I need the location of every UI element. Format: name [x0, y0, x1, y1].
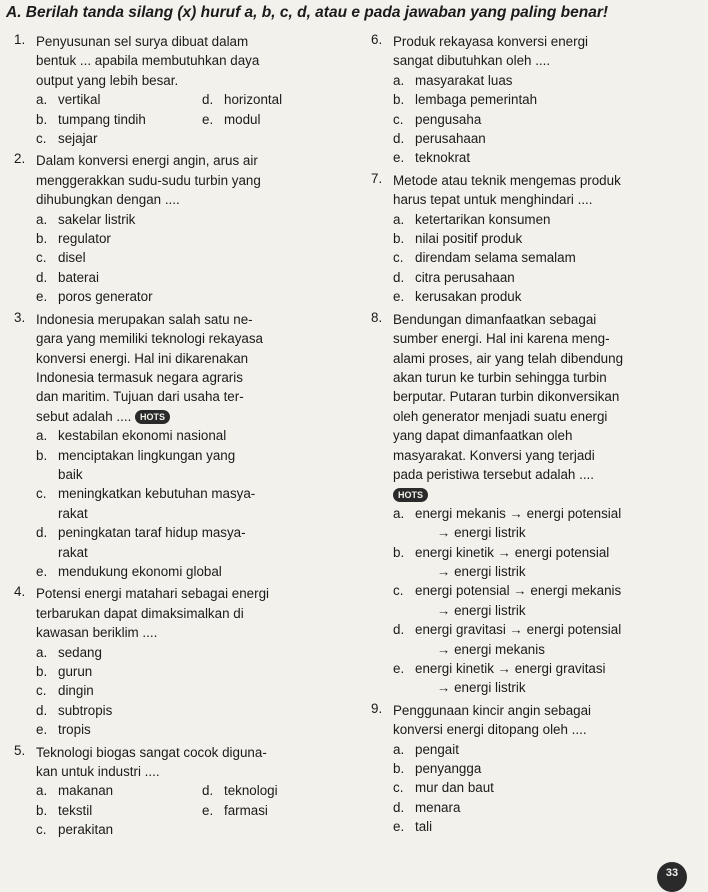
question-7 — [371, 171, 701, 307]
option-text: disel — [58, 250, 86, 266]
question-text-line: sebut adalah .... — [36, 408, 132, 424]
question-number: 9. — [371, 700, 383, 716]
answer-option-c[interactable] — [393, 248, 701, 267]
option-text: pengait — [415, 741, 459, 757]
question-2 — [14, 151, 346, 306]
option-letter: e. — [36, 722, 48, 738]
answer-option-c[interactable] — [36, 484, 346, 523]
option-letter: e. — [393, 289, 405, 305]
question-9 — [371, 701, 701, 837]
hots-badge: HOTS — [135, 410, 170, 424]
option-letter: d. — [393, 622, 405, 638]
answer-option-a[interactable] — [393, 740, 701, 759]
answer-option-a[interactable] — [36, 210, 346, 229]
question-4 — [14, 584, 346, 739]
answer-option-a[interactable] — [393, 504, 701, 543]
option-text: makanan — [58, 783, 114, 799]
option-text: tali — [415, 819, 433, 835]
answer-option-e[interactable] — [202, 801, 268, 820]
option-text: baik — [58, 466, 83, 482]
option-text: nilai positif produk — [415, 231, 523, 247]
option-letter: c. — [36, 131, 47, 147]
answer-option-a[interactable] — [393, 71, 701, 90]
option-letter: d. — [393, 131, 405, 147]
answer-option-b[interactable] — [36, 662, 346, 681]
option-letter: c. — [393, 250, 404, 266]
option-letter: e. — [393, 150, 405, 166]
option-text: kerusakan produk — [415, 289, 522, 305]
option-text: meningkatkan kebutuhan masya- — [58, 486, 256, 502]
option-letter: d. — [202, 783, 214, 799]
option-letter: e. — [36, 289, 48, 305]
answer-option-d[interactable] — [36, 701, 346, 720]
option-letter: a. — [36, 783, 48, 799]
question-text-line: output yang lebih besar. — [36, 72, 179, 88]
option-text: tumpang tindih — [58, 111, 146, 127]
option-letter: c. — [36, 486, 47, 502]
answer-option-b[interactable] — [393, 759, 701, 778]
question-text-line: Metode atau teknik mengemas produk — [393, 172, 621, 188]
answer-option-e[interactable] — [393, 148, 701, 167]
option-text: farmasi — [224, 802, 268, 818]
option-letter: c. — [393, 583, 404, 599]
answer-option-c[interactable] — [36, 248, 346, 267]
question-text-line: Indonesia merupakan salah satu ne- — [36, 311, 253, 327]
option-letter: d. — [393, 799, 405, 815]
answer-option-c[interactable] — [393, 581, 701, 620]
question-text-line: yang dapat dimanfaatkan oleh — [393, 428, 573, 444]
answer-option-a[interactable] — [36, 426, 346, 445]
option-letter: b. — [36, 802, 48, 818]
question-text-line: sumber energi. Hal ini karena meng- — [393, 331, 610, 347]
instruction-heading: A. Berilah tanda silang (x) huruf a, b, c, d, atau e pada jawaban yang paling benar! — [6, 4, 609, 21]
answer-option-b[interactable] — [393, 543, 701, 582]
question-text-line: harus tepat untuk menghindari .... — [393, 192, 593, 208]
answer-option-d[interactable] — [202, 90, 282, 109]
option-letter: a. — [393, 211, 405, 227]
question-text-line: Penggunaan kincir angin sebagai — [393, 702, 592, 718]
option-text: penyangga — [415, 761, 482, 777]
answer-option-e[interactable] — [36, 720, 346, 739]
answer-option-d[interactable] — [36, 268, 346, 287]
option-letter: b. — [393, 761, 405, 777]
question-text-line: Produk rekayasa konversi energi — [393, 34, 589, 49]
question-text-line: konversi energi. Hal ini dikarenakan — [36, 350, 249, 366]
question-6 — [371, 32, 701, 168]
answer-option-c[interactable] — [36, 129, 97, 148]
option-letter: e. — [36, 563, 48, 579]
left-column — [14, 32, 346, 840]
option-text: poros generator — [58, 289, 153, 305]
option-text: peningkatan taraf hidup masya- — [58, 525, 246, 541]
option-text: tekstil — [58, 802, 93, 818]
answer-option-a[interactable] — [36, 90, 202, 109]
question-text-line: Bendungan dimanfaatkan sebagai — [393, 311, 597, 327]
question-number: 5. — [14, 742, 26, 758]
answer-option-b[interactable] — [393, 229, 701, 248]
option-text: energi gravitasi → energi potensial — [415, 622, 622, 638]
question-text-line: dihubungkan dengan .... — [36, 192, 180, 208]
answer-option-b[interactable] — [36, 110, 202, 129]
question-text-line: menggerakkan sudu-sudu turbin yang — [36, 172, 261, 188]
question-text-line: masyarakat. Konversi yang terjadi — [393, 447, 595, 463]
option-text: tropis — [58, 722, 91, 738]
option-letter: a. — [36, 92, 48, 108]
question-number: 8. — [371, 309, 383, 325]
option-letter: c. — [36, 822, 47, 838]
option-letter: a. — [36, 428, 48, 444]
question-number: 7. — [371, 170, 383, 186]
question-text-line: oleh generator menjadi suatu energi — [393, 408, 608, 424]
question-number: 4. — [14, 584, 26, 600]
option-text: energi mekanis → energi potensial — [415, 505, 622, 521]
answer-option-e[interactable] — [36, 287, 346, 306]
answer-option-d[interactable] — [202, 781, 278, 800]
answer-option-c[interactable] — [36, 681, 346, 700]
option-text: rakat — [58, 505, 88, 521]
question-text-line: akan turun ke turbin sehingga turbin — [393, 369, 607, 385]
option-text: vertikal — [58, 92, 101, 108]
answer-option-b[interactable] — [393, 90, 701, 109]
option-text: baterai — [58, 269, 99, 285]
option-text: → energi listrik — [437, 563, 526, 579]
option-letter: e. — [393, 819, 405, 835]
option-text: → energi listrik — [437, 680, 526, 696]
option-letter: e. — [202, 802, 214, 818]
answer-option-b[interactable] — [36, 229, 346, 248]
question-text-line: alami proses, air yang telah dibendung — [393, 350, 624, 366]
option-text: rakat — [58, 544, 88, 560]
option-text: energi kinetik → energi potensial — [415, 544, 610, 560]
option-text: dingin — [58, 683, 94, 699]
option-text: masyarakat luas — [415, 72, 513, 88]
question-number: 3. — [14, 309, 26, 325]
question-8 — [371, 310, 701, 698]
hots-badge: HOTS — [393, 488, 428, 502]
option-letter: a. — [36, 644, 48, 660]
answer-option-d[interactable] — [393, 798, 701, 817]
option-letter: d. — [36, 269, 48, 285]
option-text: perakitan — [58, 822, 114, 838]
option-text: modul — [224, 111, 261, 127]
option-letter: d. — [202, 92, 214, 108]
question-number: 2. — [14, 151, 26, 167]
answer-option-d[interactable] — [393, 129, 701, 148]
answer-option-b[interactable] — [36, 446, 346, 485]
option-letter: a. — [393, 741, 405, 757]
option-text: ketertarikan konsumen — [415, 211, 551, 227]
option-text: → energi listrik — [437, 602, 526, 618]
question-text-line: gara yang memiliki teknologi rekayasa — [36, 331, 264, 347]
option-letter: e. — [202, 111, 214, 127]
option-letter: a. — [393, 72, 405, 88]
option-text: mur dan baut — [415, 780, 494, 796]
question-text-line: sangat dibutuhkan oleh .... — [393, 53, 551, 69]
option-letter: b. — [36, 111, 48, 127]
option-text: perusahaan — [415, 131, 486, 147]
option-letter: e. — [393, 661, 405, 676]
answer-option-c[interactable] — [393, 778, 701, 797]
option-letter: b. — [36, 664, 48, 679]
question-5 — [14, 743, 346, 840]
option-text: menciptakan lingkungan yang — [58, 447, 236, 463]
question-text-line: berputar. Putaran turbin dikonversikan — [393, 389, 620, 405]
answer-option-a[interactable] — [36, 781, 202, 800]
option-text: subtropis — [58, 702, 113, 718]
option-letter: d. — [393, 269, 405, 285]
answer-option-c[interactable] — [393, 110, 701, 129]
option-text: direndam selama semalam — [415, 250, 576, 266]
answer-option-b[interactable] — [36, 801, 202, 820]
question-text-line: kan untuk industri .... — [36, 764, 160, 780]
option-text: horizontal — [224, 92, 283, 108]
answer-option-d[interactable] — [36, 523, 346, 562]
option-text: → energi listrik — [437, 525, 526, 541]
answer-option-d[interactable] — [393, 620, 701, 659]
option-text: teknokrat — [415, 150, 471, 166]
option-text: energi kinetik → energi gravitasi — [415, 661, 606, 676]
option-letter: b. — [36, 231, 48, 247]
option-text: sakelar listrik — [58, 211, 136, 227]
question-text-line: terbarukan dapat dimaksimalkan di — [36, 605, 244, 621]
option-text: sedang — [58, 644, 102, 660]
option-text: pengusaha — [415, 111, 482, 127]
question-text-line: Potensi energi matahari sebagai energi — [36, 586, 269, 602]
answer-option-a[interactable] — [36, 643, 346, 662]
page-number-badge: 33 — [657, 862, 687, 892]
option-letter: b. — [36, 447, 48, 463]
option-text: gurun — [58, 664, 93, 679]
option-letter: d. — [36, 702, 48, 718]
answer-option-c[interactable] — [36, 820, 113, 839]
question-text-line: Teknologi biogas sangat cocok diguna- — [36, 744, 267, 760]
option-letter: b. — [393, 231, 405, 247]
option-text: teknologi — [224, 783, 278, 799]
option-letter: a. — [36, 211, 48, 227]
option-letter: b. — [393, 544, 405, 560]
answer-option-e[interactable] — [393, 817, 701, 836]
question-text-line: pada peristiwa tersebut adalah .... — [393, 466, 594, 482]
answer-option-e[interactable] — [202, 110, 260, 129]
answer-option-a[interactable] — [393, 210, 701, 229]
option-text: regulator — [58, 231, 111, 247]
option-letter: c. — [36, 683, 47, 699]
question-number: 1. — [14, 32, 26, 47]
option-text: menara — [415, 799, 461, 815]
option-text: energi potensial → energi mekanis — [415, 583, 622, 599]
option-letter: b. — [393, 92, 405, 108]
option-letter: c. — [36, 250, 47, 266]
question-text-line: Indonesia termasuk negara agraris — [36, 369, 243, 385]
option-letter: c. — [393, 780, 404, 796]
answer-option-d[interactable] — [393, 268, 701, 287]
question-text-line: Dalam konversi energi angin, arus air — [36, 153, 258, 169]
question-text-line: kawasan beriklim .... — [36, 625, 158, 641]
question-number: 6. — [371, 32, 383, 47]
option-text: → energi mekanis — [437, 641, 545, 657]
option-letter: d. — [36, 525, 48, 541]
option-text: lembaga pemerintah — [415, 92, 538, 108]
answer-option-e[interactable] — [393, 659, 701, 698]
option-letter: c. — [393, 111, 404, 127]
question-1 — [14, 32, 346, 148]
option-text: kestabilan ekonomi nasional — [58, 428, 227, 444]
answer-option-e[interactable] — [36, 562, 346, 581]
option-letter: a. — [393, 505, 405, 521]
question-text-line: bentuk ... apabila membutuhkan daya — [36, 53, 260, 69]
question-text-line: konversi energi ditopang oleh .... — [393, 722, 587, 738]
option-text: mendukung ekonomi global — [58, 563, 222, 579]
option-text: sejajar — [58, 131, 98, 147]
answer-option-e[interactable] — [393, 287, 701, 306]
option-text: citra perusahaan — [415, 269, 515, 285]
question-text-line: Penyusunan sel surya dibuat dalam — [36, 34, 249, 49]
question-3 — [14, 310, 346, 582]
question-text-line: dan maritim. Tujuan dari usaha ter- — [36, 389, 244, 405]
right-column — [371, 32, 701, 837]
